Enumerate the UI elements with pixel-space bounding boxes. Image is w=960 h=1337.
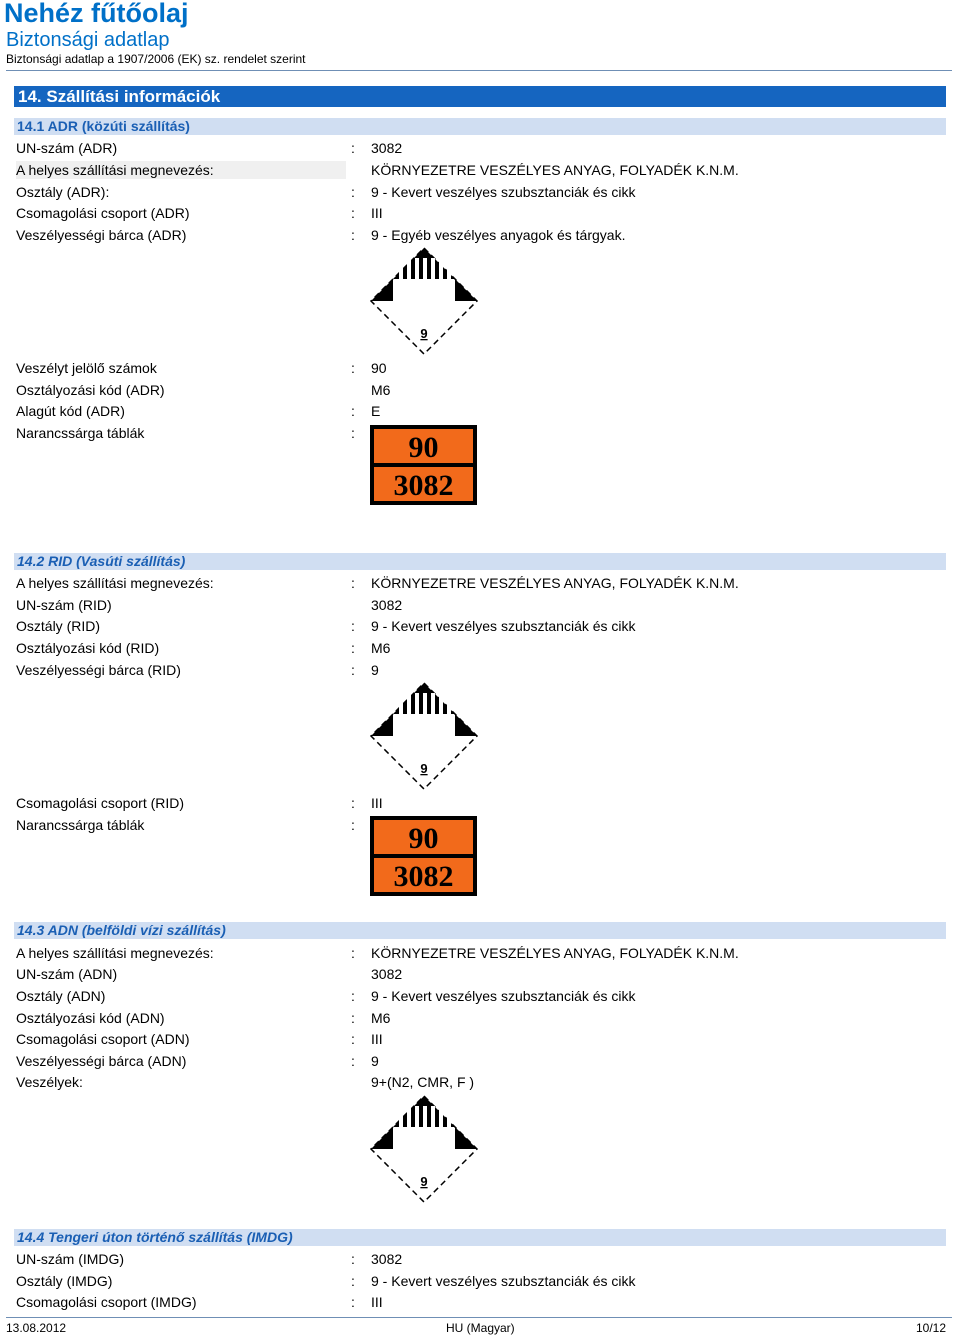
adr-subsection-title: 14.1 ADR (közúti szállítás) [14,118,946,135]
adr-class-value: 9 - Kevert veszélyes szubsztanciák és cikk [371,184,636,200]
diamond-number: 9 [420,761,428,776]
rid-label-value: 9 [371,662,379,678]
colon: : [351,1251,355,1267]
imdg-pg-value: III [371,1294,383,1310]
rid-pg-value: III [371,795,383,811]
imdg-class-label: Osztály (IMDG) [16,1273,113,1289]
colon: : [351,817,355,833]
regulation-note: Biztonsági adatlap a 1907/2006 (EK) sz. rendelet szerint [6,52,306,66]
adr-classcode-value: M6 [371,382,391,398]
colon: : [351,640,355,656]
rid-classcode-value: M6 [371,640,391,656]
adn-pg-label: Csomagolási csoport (ADN) [16,1031,190,1047]
adn-subsection-title: 14.3 ADN (belföldi vízi szállítás) [14,922,946,939]
colon: : [351,425,355,441]
rid-name-value: KÖRNYEZETRE VESZÉLYES ANYAG, FOLYADÉK K.N.M. [371,575,739,591]
colon: : [351,184,355,200]
colon: : [351,575,355,591]
footer-date: 13.08.2012 [6,1321,67,1335]
rid-classcode-label: Osztályozási kód (RID) [16,640,160,656]
adr-hazard-no-label: Veszélyt jelölő számok [16,360,157,376]
imdg-subsection-title: 14.4 Tengeri úton történő szállítás (IMDG) [14,1229,946,1246]
rid-class-label: Osztály (RID) [16,618,100,634]
colon: : [351,403,355,419]
colon: : [351,618,355,634]
imdg-un-value: 3082 [371,1251,403,1267]
plate-hazard-number: 90 [408,822,439,855]
hazard-class-9-diamond-icon [369,246,479,361]
imdg-pg-label: Csomagolási csoport (IMDG) [16,1294,197,1310]
diamond-number: 9 [420,326,428,341]
rid-orange-label: Narancssárga táblák [16,817,145,833]
plate-un-number: 3082 [393,469,454,502]
adn-classcode-value: M6 [371,1010,391,1026]
orange-hazard-plate-icon [370,816,477,896]
hazard-class-9-diamond-icon [369,681,479,796]
hazard-class-9-diamond-icon [369,1094,479,1209]
footer-language: HU (Magyar) [446,1321,515,1335]
imdg-class-value: 9 - Kevert veszélyes szubsztanciák és cikk [371,1273,636,1289]
diamond-number: 9 [420,1174,428,1189]
adr-pg-value: III [371,205,383,221]
colon: : [351,1294,355,1310]
adn-label-label: Veszélyességi bárca (ADN) [16,1053,187,1069]
adn-un-value: 3082 [371,966,403,982]
colon: : [351,988,355,1004]
document-title: Nehéz fűtőolaj [4,0,189,28]
header-divider [6,70,952,71]
adr-name-label: A helyes szállítási megnevezés: [16,161,346,179]
colon: : [351,1010,355,1026]
orange-hazard-plate-icon [370,425,477,505]
adr-label-label: Veszélyességi bárca (ADR) [16,227,187,243]
adr-un-value: 3082 [371,140,403,156]
colon: : [351,1031,355,1047]
adr-name-value: KÖRNYEZETRE VESZÉLYES ANYAG, FOLYADÉK K.N.M. [371,162,739,178]
adn-pg-value: III [371,1031,383,1047]
adn-un-label: UN-szám (ADN) [16,966,118,982]
adr-hazard-no-value: 90 [371,360,387,376]
adr-tunnel-value: E [371,403,381,419]
adn-label-value: 9 [371,1053,379,1069]
adn-class-value: 9 - Kevert veszélyes szubsztanciák és cikk [371,988,636,1004]
colon: : [351,1053,355,1069]
adr-label-value: 9 - Egyéb veszélyes anyagok és tárgyak. [371,227,626,243]
colon: : [351,1273,355,1289]
colon: : [351,795,355,811]
imdg-un-label: UN-szám (IMDG) [16,1251,125,1267]
adn-hazards-label: Veszélyek: [16,1074,83,1090]
rid-name-label: A helyes szállítási megnevezés: [16,575,214,591]
rid-un-label: UN-szám (RID) [16,597,112,613]
rid-pg-label: Csomagolási csoport (RID) [16,795,185,811]
adr-classcode-label: Osztályozási kód (ADR) [16,382,165,398]
colon: : [351,205,355,221]
adr-pg-label: Csomagolási csoport (ADR) [16,205,190,221]
adn-hazards-value: 9+(N2, CMR, F ) [371,1074,475,1090]
rid-class-value: 9 - Kevert veszélyes szubsztanciák és cikk [371,618,636,634]
adr-orange-label: Narancssárga táblák [16,425,145,441]
plate-hazard-number: 90 [408,431,439,464]
colon: : [351,945,355,961]
adr-class-label: Osztály (ADR): [16,184,110,200]
colon: : [351,662,355,678]
adn-classcode-label: Osztályozási kód (ADN) [16,1010,165,1026]
rid-label-label: Veszélyességi bárca (RID) [16,662,181,678]
adn-name-value: KÖRNYEZETRE VESZÉLYES ANYAG, FOLYADÉK K.N.M. [371,945,739,961]
adr-tunnel-label: Alagút kód (ADR) [16,403,125,419]
footer-page-number: 10/12 [915,1321,946,1335]
colon: : [351,140,355,156]
footer-divider [6,1317,952,1318]
section-title: 14. Szállítási információk [14,86,946,107]
plate-un-number: 3082 [393,860,454,893]
colon: : [351,227,355,243]
colon: : [351,360,355,376]
rid-subsection-title: 14.2 RID (Vasúti szállítás) [14,553,946,570]
adr-un-label: UN-szám (ADR) [16,140,118,156]
adn-name-label: A helyes szállítási megnevezés: [16,945,214,961]
adn-class-label: Osztály (ADN) [16,988,106,1004]
document-subtitle: Biztonsági adatlap [6,29,170,51]
rid-un-value: 3082 [371,597,403,613]
